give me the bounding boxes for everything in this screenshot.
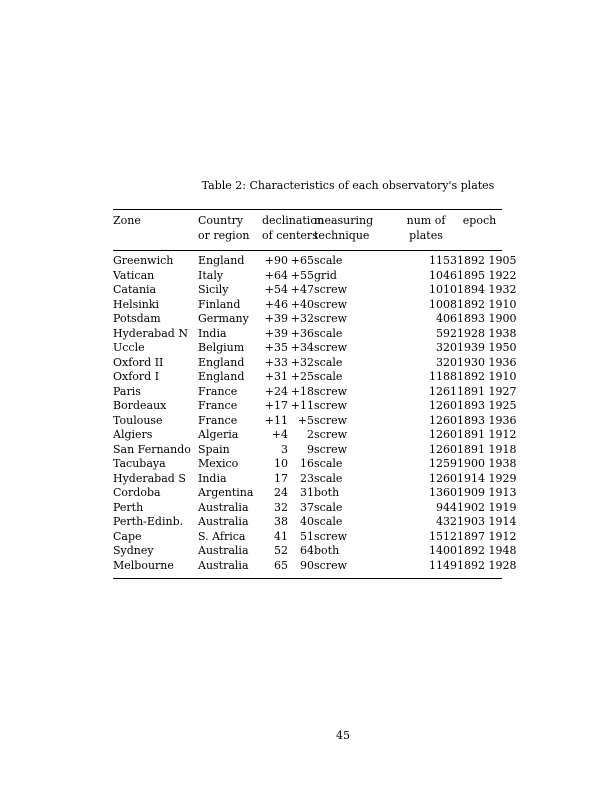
cell-zone: Algiers	[113, 428, 153, 441]
header-country-line2: or region	[198, 228, 250, 242]
cell-country: Australia	[198, 515, 249, 528]
cell-num-plates: 320	[436, 341, 458, 354]
cell-declination-end: 64	[300, 544, 315, 557]
header-plates-line1: num of	[406, 214, 446, 227]
cell-declination-end: +5	[297, 413, 315, 427]
cell-country: S. Africa	[198, 529, 246, 543]
table-row	[113, 544, 502, 559]
table-row	[113, 486, 502, 501]
cell-declination-start: +39	[264, 312, 288, 325]
cell-num-plates: 1512	[429, 529, 458, 543]
cell-zone: Hyderabad N	[113, 326, 188, 340]
table-row	[113, 414, 502, 429]
table-row	[113, 341, 502, 356]
header-technique-line1: measuring	[314, 214, 374, 227]
cell-country: Argentina	[198, 486, 254, 499]
cell-num-plates: 1188	[429, 370, 458, 383]
cell-zone: Perth-Edinb.	[113, 515, 184, 528]
cell-declination-end: +25	[290, 370, 315, 383]
cell-epoch: 1893 1936	[457, 413, 517, 427]
cell-epoch: 1894 1932	[457, 283, 517, 296]
cell-declination-end: +32	[290, 355, 315, 369]
cell-technique: screw	[314, 558, 348, 572]
cell-epoch: 1892 1910	[457, 297, 517, 311]
cell-technique: screw	[314, 428, 348, 441]
cell-country: Australia	[198, 500, 249, 514]
cell-technique: scale	[314, 326, 343, 340]
cell-declination-end: 9	[307, 442, 315, 456]
cell-declination-start: +54	[264, 283, 288, 296]
cell-num-plates: 1259	[429, 457, 458, 470]
cell-country: Belgium	[198, 341, 245, 354]
table-row	[113, 385, 502, 400]
cell-epoch: 1902 1919	[457, 500, 517, 514]
cell-declination-end: 51	[300, 529, 315, 543]
cell-zone: Paris	[113, 384, 141, 398]
cell-declination-end: 31	[300, 486, 315, 499]
cell-declination-start: +46	[264, 297, 288, 311]
cell-zone: Uccle	[113, 341, 145, 354]
cell-num-plates: 592	[436, 326, 458, 340]
table-row	[113, 501, 502, 516]
cell-epoch: 1903 1914	[457, 515, 517, 528]
cell-zone: Helsinki	[113, 297, 160, 311]
cell-country: Finland	[198, 297, 241, 311]
header-technique	[314, 210, 395, 251]
cell-zone: Melbourne	[113, 558, 174, 572]
cell-zone: Cordoba	[113, 486, 161, 499]
table-row	[113, 327, 502, 342]
cell-declination-start: +90	[264, 254, 288, 267]
cell-technique: screw	[314, 442, 348, 456]
cell-technique: screw	[314, 399, 348, 412]
table-row	[113, 399, 502, 414]
cell-country: France	[198, 399, 238, 412]
table-row	[113, 298, 502, 313]
cell-declination-start: +35	[264, 341, 288, 354]
cell-country: Algeria	[198, 428, 239, 441]
header-technique-line2: technique	[314, 228, 370, 242]
cell-technique: scale	[314, 355, 343, 369]
cell-num-plates: 1260	[429, 399, 458, 412]
cell-declination-end: 2	[307, 428, 315, 441]
table-row	[113, 269, 502, 284]
cell-declination-start: +64	[264, 268, 288, 282]
table-row	[113, 283, 502, 298]
cell-technique: screw	[314, 283, 348, 296]
table-row	[113, 251, 502, 269]
cell-technique: scale	[314, 500, 343, 514]
cell-num-plates: 432	[436, 515, 458, 528]
cell-country: Spain	[198, 442, 230, 456]
cell-num-plates: 1153	[429, 254, 458, 267]
cell-technique: scale	[314, 457, 343, 470]
cell-num-plates: 1046	[429, 268, 458, 282]
cell-num-plates: 1400	[429, 544, 458, 557]
cell-country: England	[198, 370, 245, 383]
header-epoch	[457, 210, 502, 251]
cell-declination-end: +11	[290, 399, 315, 412]
header-plates-line2: plates	[409, 228, 443, 242]
cell-declination-end: 90	[300, 558, 315, 572]
cell-country: England	[198, 355, 245, 369]
cell-num-plates: 1149	[429, 558, 458, 572]
cell-declination-end: 37	[300, 500, 315, 514]
cell-technique: screw	[314, 413, 348, 427]
cell-declination-end: 23	[300, 471, 315, 485]
header-declination-line1: declination	[262, 214, 325, 227]
cell-declination-start: +4	[271, 428, 288, 441]
cell-country: Sicily	[198, 283, 229, 296]
cell-technique: screw	[314, 529, 348, 543]
cell-epoch: 1930 1936	[457, 355, 517, 369]
cell-zone: Hyderabad S	[113, 471, 186, 485]
table-row	[113, 312, 502, 327]
cell-declination-start: +17	[264, 399, 288, 412]
cell-declination-end: +18	[290, 384, 315, 398]
cell-num-plates: 1360	[429, 486, 458, 499]
cell-declination-start: +24	[264, 384, 288, 398]
table-row	[113, 356, 502, 371]
cell-declination-start: +39	[264, 326, 288, 340]
header-declination-line2: of centers	[262, 228, 318, 242]
header-plates	[395, 210, 457, 251]
cell-declination-start: 41	[274, 529, 288, 543]
cell-country: Mexico	[198, 457, 239, 470]
cell-epoch: 1939 1950	[457, 341, 517, 354]
cell-zone: San Fernando	[113, 442, 191, 456]
cell-zone: Oxford II	[113, 355, 164, 369]
cell-technique: screw	[314, 312, 348, 325]
cell-technique: screw	[314, 384, 348, 398]
cell-epoch: 1891 1918	[457, 442, 517, 456]
page-number: 45	[336, 729, 350, 742]
table-header	[113, 210, 502, 251]
cell-num-plates: 1260	[429, 442, 458, 456]
cell-declination-end: 16	[300, 457, 315, 470]
cell-declination-start: 32	[274, 500, 288, 514]
cell-epoch: 1909 1913	[457, 486, 517, 499]
table-row	[113, 443, 502, 458]
cell-declination-start: 24	[274, 486, 288, 499]
cell-epoch: 1891 1927	[457, 384, 517, 398]
cell-technique: scale	[314, 254, 343, 267]
cell-epoch: 1892 1910	[457, 370, 517, 383]
cell-country: Germany	[198, 312, 249, 325]
cell-epoch: 1893 1925	[457, 399, 517, 412]
header-zone-line1: Zone	[113, 214, 141, 227]
cell-epoch: 1892 1928	[457, 558, 517, 572]
cell-zone: Potsdam	[113, 312, 161, 325]
cell-num-plates: 1008	[429, 297, 458, 311]
cell-country: France	[198, 384, 238, 398]
cell-country: Australia	[198, 544, 249, 557]
cell-zone: Toulouse	[113, 413, 163, 427]
cell-epoch: 1900 1938	[457, 457, 517, 470]
cell-declination-end: +32	[290, 312, 315, 325]
cell-declination-end: +36	[290, 326, 315, 340]
cell-technique: both	[314, 486, 340, 499]
table-row	[113, 515, 502, 530]
header-row	[113, 210, 502, 251]
cell-technique: scale	[314, 515, 343, 528]
cell-country: France	[198, 413, 238, 427]
table-row	[113, 457, 502, 472]
cell-num-plates: 1260	[429, 471, 458, 485]
cell-zone: Vatican	[113, 268, 155, 282]
cell-technique: grid	[314, 268, 337, 282]
cell-zone: Bordeaux	[113, 399, 167, 412]
cell-zone: Catania	[113, 283, 157, 296]
cell-declination-start: 3	[281, 442, 288, 456]
cell-country: Italy	[198, 268, 224, 282]
table-row	[113, 559, 502, 579]
observatory-table	[113, 209, 517, 579]
cell-technique: scale	[314, 471, 343, 485]
cell-declination-end: 40	[300, 515, 315, 528]
header-country-line1: Country	[198, 214, 244, 227]
cell-num-plates: 320	[436, 355, 458, 369]
cell-declination-end: +47	[290, 283, 315, 296]
cell-zone: Greenwich	[113, 254, 174, 267]
cell-declination-end: +34	[290, 341, 315, 354]
cell-declination-start: 10	[274, 457, 288, 470]
table-row	[113, 530, 502, 545]
cell-num-plates: 1010	[429, 283, 458, 296]
cell-epoch: 1897 1912	[457, 529, 517, 543]
table-body	[113, 251, 517, 579]
cell-declination-end: +40	[290, 297, 315, 311]
cell-epoch: 1914 1929	[457, 471, 517, 485]
cell-num-plates: 1260	[429, 413, 458, 427]
cell-epoch: 1892 1948	[457, 544, 517, 557]
cell-zone: Cape	[113, 529, 142, 543]
cell-epoch: 1891 1912	[457, 428, 517, 441]
cell-epoch: 1895 1922	[457, 268, 517, 282]
cell-technique: screw	[314, 297, 348, 311]
table-caption: Table 2: Characteristics of each observatory's plates	[201, 179, 495, 192]
cell-epoch: 1893 1900	[457, 312, 517, 325]
cell-declination-start: 38	[274, 515, 288, 528]
cell-technique: screw	[314, 341, 348, 354]
cell-num-plates: 1260	[429, 428, 458, 441]
cell-zone: Tacubaya	[113, 457, 166, 470]
table-row	[113, 370, 502, 385]
cell-declination-end: +65	[290, 254, 315, 267]
cell-declination-start: +11	[264, 413, 288, 427]
cell-declination-start: 65	[274, 558, 288, 572]
header-epoch-line1: epoch	[462, 214, 497, 227]
cell-zone: Perth	[113, 500, 144, 514]
cell-country: Australia	[198, 558, 249, 572]
cell-zone: Sydney	[113, 544, 154, 557]
cell-num-plates: 1261	[429, 384, 458, 398]
cell-country: India	[198, 326, 227, 340]
cell-declination-end: +55	[290, 268, 315, 282]
cell-country: India	[198, 471, 227, 485]
cell-technique: scale	[314, 370, 343, 383]
cell-epoch: 1892 1905	[457, 254, 517, 267]
table-row	[113, 428, 502, 443]
cell-technique: both	[314, 544, 340, 557]
cell-country: England	[198, 254, 245, 267]
cell-num-plates: 944	[436, 500, 458, 514]
header-declination	[262, 210, 325, 251]
cell-declination-start: 52	[274, 544, 288, 557]
cell-epoch: 1928 1938	[457, 326, 517, 340]
cell-declination-start: +31	[264, 370, 288, 383]
header-country	[198, 210, 262, 251]
header-zone	[113, 210, 198, 251]
cell-declination-start: +33	[264, 355, 288, 369]
cell-declination-start: 17	[274, 471, 288, 485]
cell-zone: Oxford I	[113, 370, 160, 383]
cell-num-plates: 406	[436, 312, 458, 325]
table-row	[113, 472, 502, 487]
